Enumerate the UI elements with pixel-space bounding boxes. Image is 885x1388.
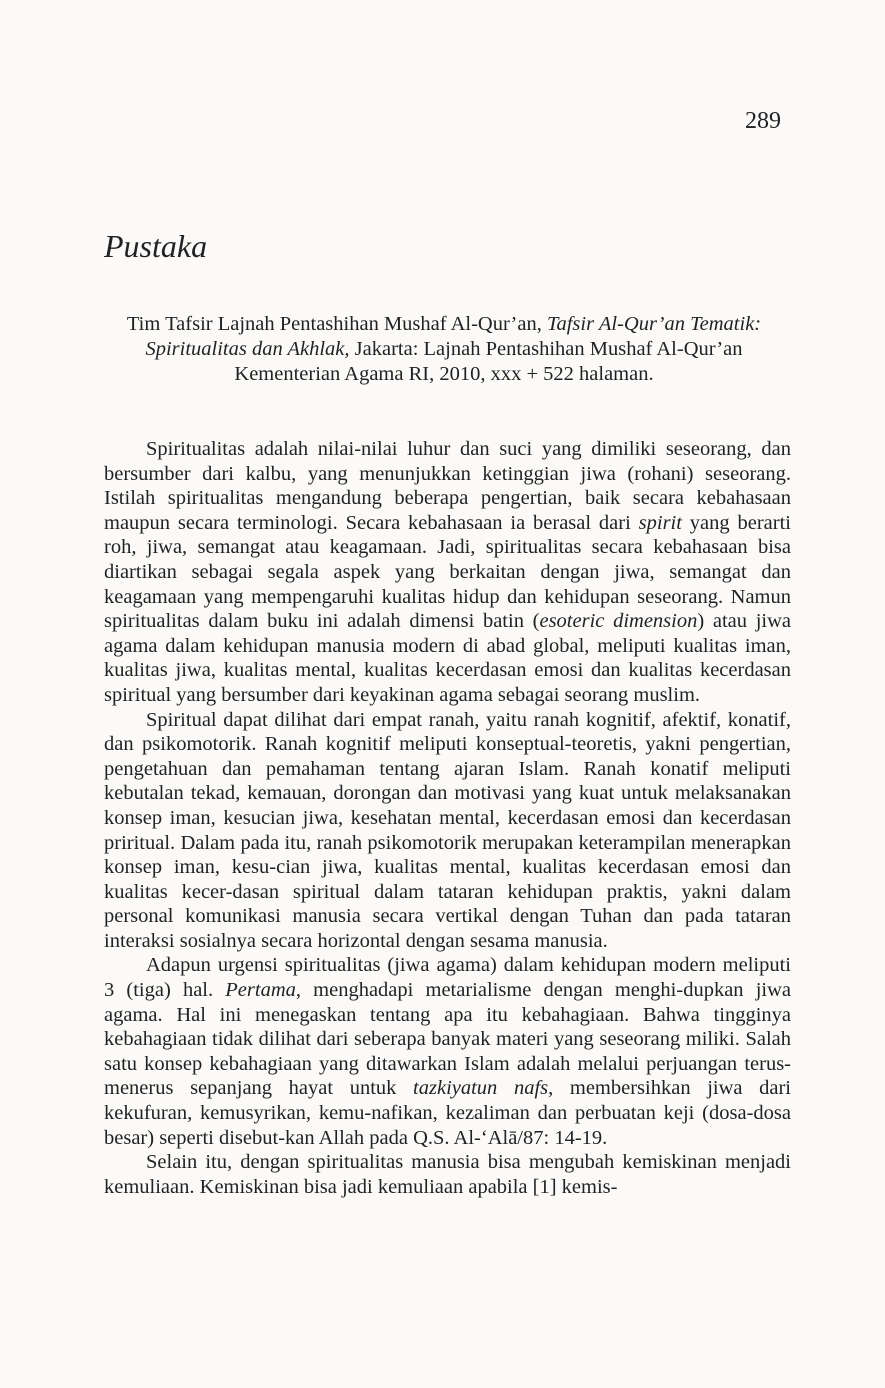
paragraph-1-part-e: ) atau jiwa agama dalam kehidupan manusia modern di abad global, meliputi kualitas iman, kualitas jiwa, kualitas mental, kualitas kecerdasan emosi dan kualitas kecerdasan spiritual yang bersumber dari keyakinan agama sebagai seorang muslim. xyxy=(104,610,792,706)
book-reference xyxy=(104,312,784,387)
paragraph-1-part-c: yang berarti roh, jiwa, semangat atau keagamaan. Jadi, spiritualitas secara kebahasaan bisa diartikan sebagai segala aspek yang berkaitan dengan jiwa, semangat dan keagamaan yang mempengaruhi kualitas hidup dan kehidupan seseorang. Namun spiritualitas dalam buku ini adalah dimensi batin ( xyxy=(104,511,791,633)
paragraph-4: Selain itu, dengan spiritualitas manusia bisa mengubah kemiskinan menjadi kemuliaan. Kemiskinan bisa jadi kemuliaan apabila [1] kemis- xyxy=(104,1151,791,1198)
reference-publisher: Jakarta: Lajnah Pentashihan Mushaf Al-Qur’an Kementerian Agama RI, 2010, xxx + 522 halaman. xyxy=(234,338,743,385)
section-title: Pustaka xyxy=(104,228,208,264)
paragraph-3-part-e: , membersihkan jiwa dari kekufuran, kemusyrikan, kemu-nafikan, kezaliman dan perbuatan keji (dosa-dosa besar) seperti disebut-kan Allah pada Q.S. Al-‘Alā/87: 14-19. xyxy=(104,1077,792,1149)
body-text xyxy=(104,437,791,1199)
paragraph-2: Spiritual dapat dilihat dari empat ranah, yaitu ranah kognitif, afektif, konatif, dan psikomotorik. Ranah kognitif meliputi konseptual-teoretis, yakni pengertian, pengetahuan dan pemahaman tentang ajaran Islam. Ranah konatif meliputi kebutalan tekad, kemauan, dorongan dan motivasi yang kuat untuk melaksanakan konsep iman, kesucian jiwa, kesehatan mental, kecerdasan emosi dan kecerdasan priritual. Dalam pada itu, ranah psikomotorik merupakan keterampilan menerapkan konsep iman, kesu-cian jiwa, kualitas mental, kualitas kecerdasan emosi dan kualitas kecer-dasan spiritual dalam tataran kehidupan praktis, yakni dalam personal komunikasi manusia secara vertikal dengan Tuhan dan pada tataran interaksi sosialnya secara horizontal dengan sesama manusia. xyxy=(104,708,791,952)
paragraph-3-italic-pertama: Pertama xyxy=(225,979,296,1002)
paragraph-3 xyxy=(104,953,791,1150)
paragraph-1 xyxy=(104,437,791,708)
paragraph-1-part-a: Spiritualitas adalah nilai-nilai luhur dan suci yang dimiliki seseorang, dan bersumber dari kalbu, yang menunjukkan ketinggian jiwa (rohani) seseorang. Istilah spiritualitas mengandung beberapa pengertian, baik secara kebahasaan maupun secara terminologi. Secara kebahasaan ia berasal dari xyxy=(104,438,791,534)
paragraph-3-part-a: Adapun urgensi spiritualitas (jiwa agama) dalam kehidupan modern meliputi 3 (tiga) hal. xyxy=(104,954,791,1002)
reference-book-title: Tafsir Al-Qur’an Tematik: Spiritualitas dan Akhlak, xyxy=(145,313,762,360)
reference-authors: Tim Tafsir Lajnah Pentashihan Mushaf Al-Qur’an, xyxy=(126,313,547,335)
paragraph-1-italic-spirit: spirit xyxy=(638,511,682,534)
page-number: 289 xyxy=(745,108,781,134)
paragraph-1-italic-esoteric: esoteric dimension xyxy=(539,610,698,633)
paragraph-3-italic-tazkiyatun: tazkiyatun nafs xyxy=(413,1077,549,1100)
paragraph-3-part-c: , menghadapi metarialisme dengan menghi-dupkan jiwa agama. Hal ini menegaskan tentang apa itu kebahagiaan. Bahwa tingginya kebahagiaan tidak dilihat dari seberapa banyak materi yang seseorang miliki. Salah satu konsep kebahagiaan yang ditawarkan Islam adalah melalui perjuangan terus-menerus sepanjang hayat untuk xyxy=(104,979,791,1100)
